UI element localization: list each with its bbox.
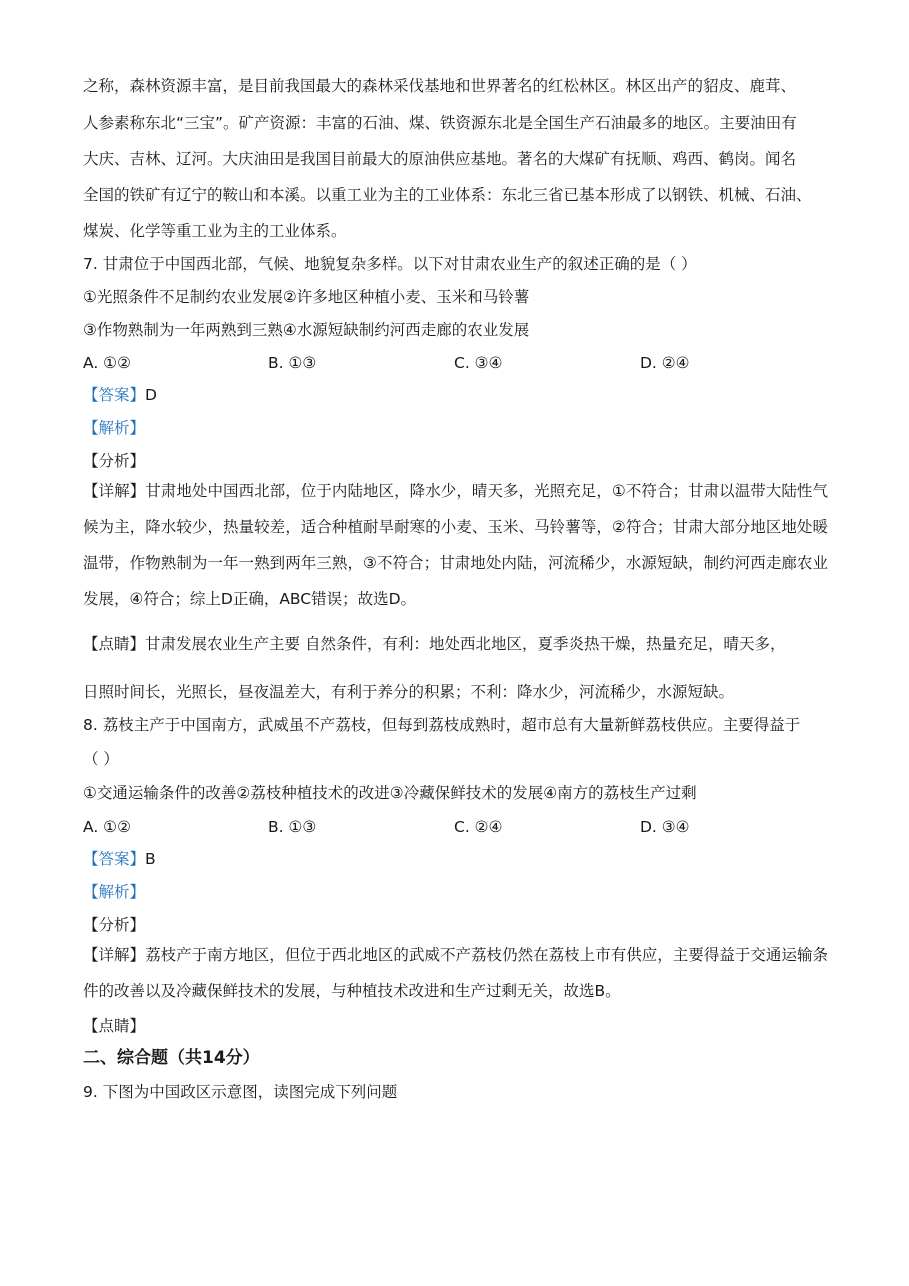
q7-dianjing-line-2: 日照时间长，光照长，昼夜温差大，有利于养分的积累；不利：降水少，河流稀少，水源短缺。 [83, 683, 735, 701]
intro-line-2: 人参素称东北“三宝”。矿产资源：丰富的石油、煤、铁资源东北是全国生产石油最多的地区。主要油田有 [83, 114, 797, 132]
q8-fenxi-tag: 【分析】 [83, 916, 146, 934]
q8-items: ①交通运输条件的改善②荔枝种植技术的改进③冷藏保鲜技术的发展④南方的荔枝生产过剩 [83, 784, 697, 802]
q8-detail-tag: 【详解】 [83, 946, 146, 964]
q8-dianjing-tag: 【点睛】 [83, 1017, 146, 1035]
q8-detail [83, 937, 828, 1009]
intro-line-3: 大庆、吉林、辽河。大庆油田是我国目前最大的原油供应基地。著名的大煤矿有抚顺、鸡西、鹤岗。闻名 [83, 150, 797, 168]
section-heading: 二、综合题（共14分） [83, 1048, 260, 1068]
q8-option-c: C. ②④ [454, 818, 503, 836]
q9-stem: 9. 下图为中国政区示意图，读图完成下列问题 [83, 1083, 398, 1101]
intro-line-5: 煤炭、化学等重工业为主的工业体系。 [83, 222, 347, 240]
q7-option-c: C. ③④ [454, 354, 503, 372]
intro-line-1: 之称，森林资源丰富，是目前我国最大的森林采伐基地和世界著名的红松林区。林区出产的貂皮、鹿茸、 [83, 77, 797, 95]
q7-analysis-tag: 【解析】 [83, 419, 146, 437]
q7-fenxi-tag: 【分析】 [83, 452, 146, 470]
q8-answer-value: B [145, 850, 156, 868]
q7-dianjing-tag: 【点睛】 [83, 635, 146, 653]
q8-analysis-tag: 【解析】 [83, 883, 146, 901]
q8-option-a: A. ①② [83, 818, 131, 836]
q7-dianjing-text-1: 甘肃发展农业生产主要 自然条件，有利：地处西北地区，夏季炎热干燥，热量充足，晴天多， [145, 635, 786, 653]
q7-detail-tag: 【详解】 [83, 482, 146, 500]
q7-stem: 7. 甘肃位于中国西北部，气候、地貌复杂多样。以下对甘肃农业生产的叙述正确的是（ ） [83, 255, 697, 273]
q8-stem-line-1: 8. 荔枝主产于中国南方，武威虽不产荔枝，但每到荔枝成熟时，超市总有大量新鲜荔枝供应。主要得益于 [83, 716, 801, 734]
q7-detail-text: 甘肃地处中国西北部，位于内陆地区，降水少，晴天多，光照充足，①不符合；甘肃以温带大陆性气候为主，降水较少，热量较差，适合种植耐旱耐寒的小麦、玉米、马铃薯等，②符合；甘肃大部分地区地处暖温带，作物熟制为一年一熟到两年三熟，③不符合；甘肃地处内陆，河流稀少，水源短缺，制约河西走廊农业发展，④符合；综上D正确，ABC错误；故选D。 [83, 482, 828, 608]
q7-answer-value: D [145, 386, 157, 404]
q7-option-d: D. ②④ [640, 354, 690, 372]
q7-dianjing-line-1 [83, 633, 785, 655]
q7-item-line-2: ③作物熟制为一年两熟到三熟④水源短缺制约河西走廊的农业发展 [83, 321, 530, 339]
q8-option-d: D. ③④ [640, 818, 690, 836]
intro-line-4-text: 全国的铁矿有辽宁的鞍山和本溪。以重工业为主的工业体系：东北三省已基本形成了以钢铁、机械、石油、 [83, 186, 812, 204]
q8-stem-line-2: （ ） [83, 750, 119, 768]
q7-item-line-1: ①光照条件不足制约农业发展②许多地区种植小麦、玉米和马铃薯 [83, 288, 530, 306]
q7-answer [83, 384, 157, 406]
q8-option-b: B. ①③ [268, 818, 317, 836]
q7-answer-tag: 【答案】 [83, 386, 146, 404]
q7-option-b: B. ①③ [268, 354, 317, 372]
q7-option-a: A. ①② [83, 354, 131, 372]
q8-answer [83, 848, 156, 870]
q8-answer-tag: 【答案】 [83, 850, 146, 868]
q8-detail-text: 荔枝产于南方地区，但位于西北地区的武威不产荔枝仍然在荔枝上市有供应，主要得益于交通运输条件的改善以及冷藏保鲜技术的发展，与种植技术改进和生产过剩无关，故选B。 [83, 946, 828, 1000]
intro-line-4 [83, 184, 812, 206]
q7-detail [83, 473, 828, 617]
